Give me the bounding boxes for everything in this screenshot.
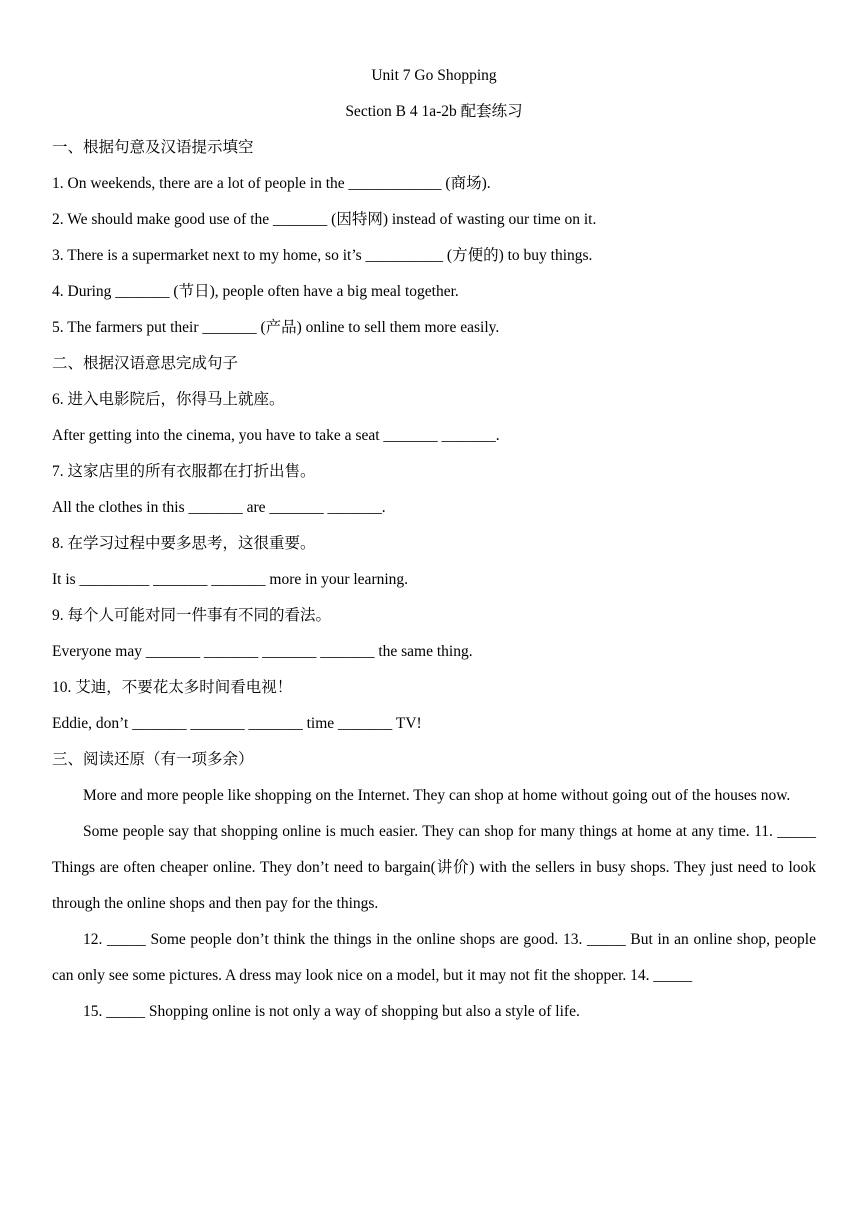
- question-3: 3. There is a supermarket next to my home, so it’s __________ (方便的) to buy things.: [52, 247, 593, 264]
- question-8-chinese: 8. 在学习过程中要多思考，这很重要。: [52, 535, 316, 552]
- question-5: 5. The farmers put their _______ (产品) online to sell them more easily.: [52, 319, 500, 336]
- question-2: 2. We should make good use of the _______ (因特网) instead of wasting our time on it.: [52, 211, 597, 228]
- part3-heading: 三、阅读还原（有一项多余）: [52, 751, 254, 768]
- question-10-chinese: 10. 艾迪，不要花太多时间看电视！: [52, 679, 293, 696]
- question-6-english: After getting into the cinema, you have to take a seat _______ _______.: [52, 427, 500, 444]
- question-9-chinese: 9. 每个人可能对同一件事有不同的看法。: [52, 607, 332, 624]
- question-9-english: Everyone may _______ _______ _______ _______ the same thing.: [52, 643, 473, 660]
- question-4: 4. During _______ (节日), people often have a big meal together.: [52, 283, 459, 300]
- question-7-english: All the clothes in this _______ are _______ _______.: [52, 499, 386, 516]
- page-subtitle: Section B 4 1a-2b 配套练习: [345, 103, 523, 120]
- question-7-chinese: 7. 这家店里的所有衣服都在打折出售。: [52, 463, 316, 480]
- question-6-chinese: 6. 进入电影院后，你得马上就座。: [52, 391, 285, 408]
- page-title: Unit 7 Go Shopping: [371, 67, 497, 84]
- reading-paragraph-1: More and more people like shopping on the Internet. They can shop at home without going out of the houses now.: [83, 787, 791, 804]
- question-8-english: It is _________ _______ _______ more in your learning.: [52, 571, 409, 588]
- reading-paragraph-4: 15. _____ Shopping online is not only a way of shopping but also a style of life.: [83, 1003, 580, 1020]
- question-1: 1. On weekends, there are a lot of people in the ____________ (商场).: [52, 175, 491, 192]
- question-10-english: Eddie, don’t _______ _______ _______ time _______ TV!: [52, 715, 422, 732]
- reading-paragraph-3: 12. _____ Some people don’t think the things in the online shops are good. 13. _____ But in an online shop, people can only see some pictures. A dress may look nice on a model, but it may not fit the shopper. 14. _____: [52, 931, 816, 984]
- part1-heading: 一、根据句意及汉语提示填空: [52, 139, 254, 156]
- reading-paragraph-2: Some people say that shopping online is much easier. They can shop for many things at home at any time. 11. _____ Things are often cheaper online. They don’t need to bargain(讲价) with the sellers in busy shops. They just need to look through the online shops and then pay for the things.: [52, 823, 816, 912]
- part2-heading: 二、根据汉语意思完成句子: [52, 355, 239, 372]
